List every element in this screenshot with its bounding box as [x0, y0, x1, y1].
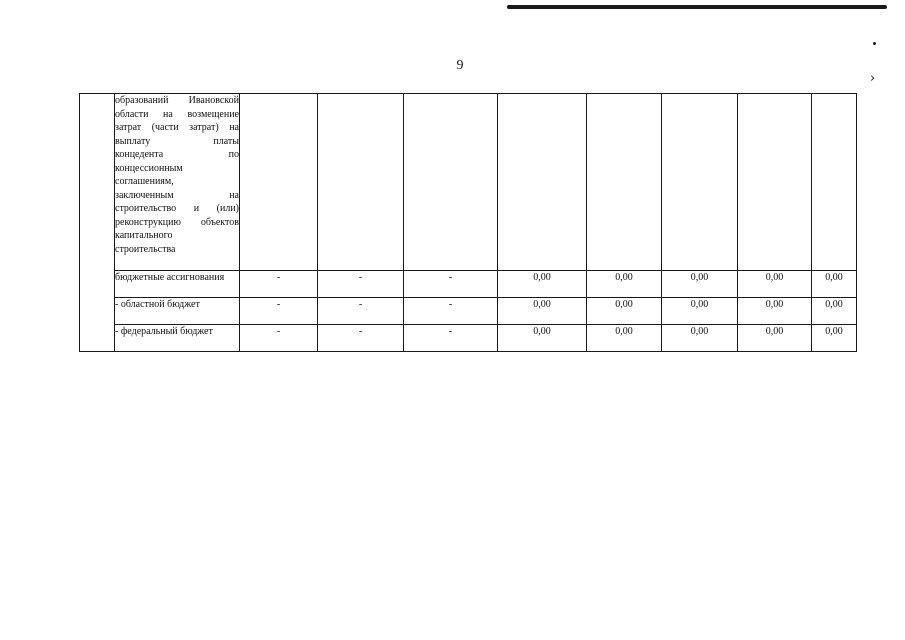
scan-top-border — [507, 5, 887, 9]
table-cell: - — [318, 271, 404, 298]
table-row-federal-budget — [80, 325, 857, 352]
description-line: реконструкцию объектов — [115, 216, 239, 228]
table-cell: 0,00 — [587, 271, 662, 298]
table-cell: 0,00 — [587, 298, 662, 325]
empty-cell — [404, 94, 498, 271]
table-cell: 0,00 — [662, 271, 738, 298]
description-line: концессионным — [115, 162, 183, 174]
description-line: строительство и (или) — [115, 203, 239, 214]
empty-cell — [498, 94, 587, 271]
table-cell: - — [318, 325, 404, 352]
row-number-cell — [80, 94, 115, 352]
empty-cell — [662, 94, 738, 271]
table-cell: - — [404, 298, 498, 325]
page-number: 9 — [456, 58, 464, 73]
description-line: концедента по — [115, 149, 239, 160]
table-cell: 0,00 — [738, 271, 812, 298]
table-cell: 0,00 — [662, 325, 738, 352]
empty-cell — [812, 94, 857, 271]
table-cell: 0,00 — [587, 325, 662, 352]
empty-cell — [738, 94, 812, 271]
table-cell: 0,00 — [812, 298, 857, 325]
table-row-regional-budget — [80, 298, 857, 325]
table-cell: 0,00 — [812, 325, 857, 352]
table-cell: 0,00 — [812, 271, 857, 298]
row-label: бюджетные ассигнования — [115, 271, 240, 298]
description-cell — [115, 94, 240, 271]
table-cell: - — [240, 271, 318, 298]
description-line: заключенным на — [115, 189, 239, 201]
budget-table — [79, 93, 857, 352]
table-cell: - — [240, 325, 318, 352]
table-row-description — [80, 94, 857, 271]
table-cell: - — [404, 325, 498, 352]
table-cell: 0,00 — [498, 325, 587, 352]
row-label: - федеральный бюджет — [115, 325, 240, 352]
table-row-budget-allocations — [80, 271, 857, 298]
table-cell: - — [240, 298, 318, 325]
table-cell: - — [404, 271, 498, 298]
empty-cell — [240, 94, 318, 271]
scan-chevron-mark: › — [870, 71, 876, 86]
table-cell: 0,00 — [498, 271, 587, 298]
description-line: затрат (части затрат) на — [115, 122, 239, 133]
table-cell: 0,00 — [498, 298, 587, 325]
description-line: образований Ивановской — [115, 95, 239, 106]
empty-cell — [318, 94, 404, 271]
description-line: выплату платы — [115, 135, 239, 147]
scan-dot-mark — [873, 42, 876, 45]
table-cell: - — [318, 298, 404, 325]
table-cell: 0,00 — [738, 325, 812, 352]
description-line: капитального — [115, 230, 173, 241]
row-label: - областной бюджет — [115, 298, 240, 325]
description-line: соглашениям, — [115, 176, 174, 187]
empty-cell — [587, 94, 662, 271]
table-cell: 0,00 — [738, 298, 812, 325]
description-line: строительства — [115, 243, 176, 255]
table-cell: 0,00 — [662, 298, 738, 325]
description-line: области на возмещение — [115, 108, 239, 120]
